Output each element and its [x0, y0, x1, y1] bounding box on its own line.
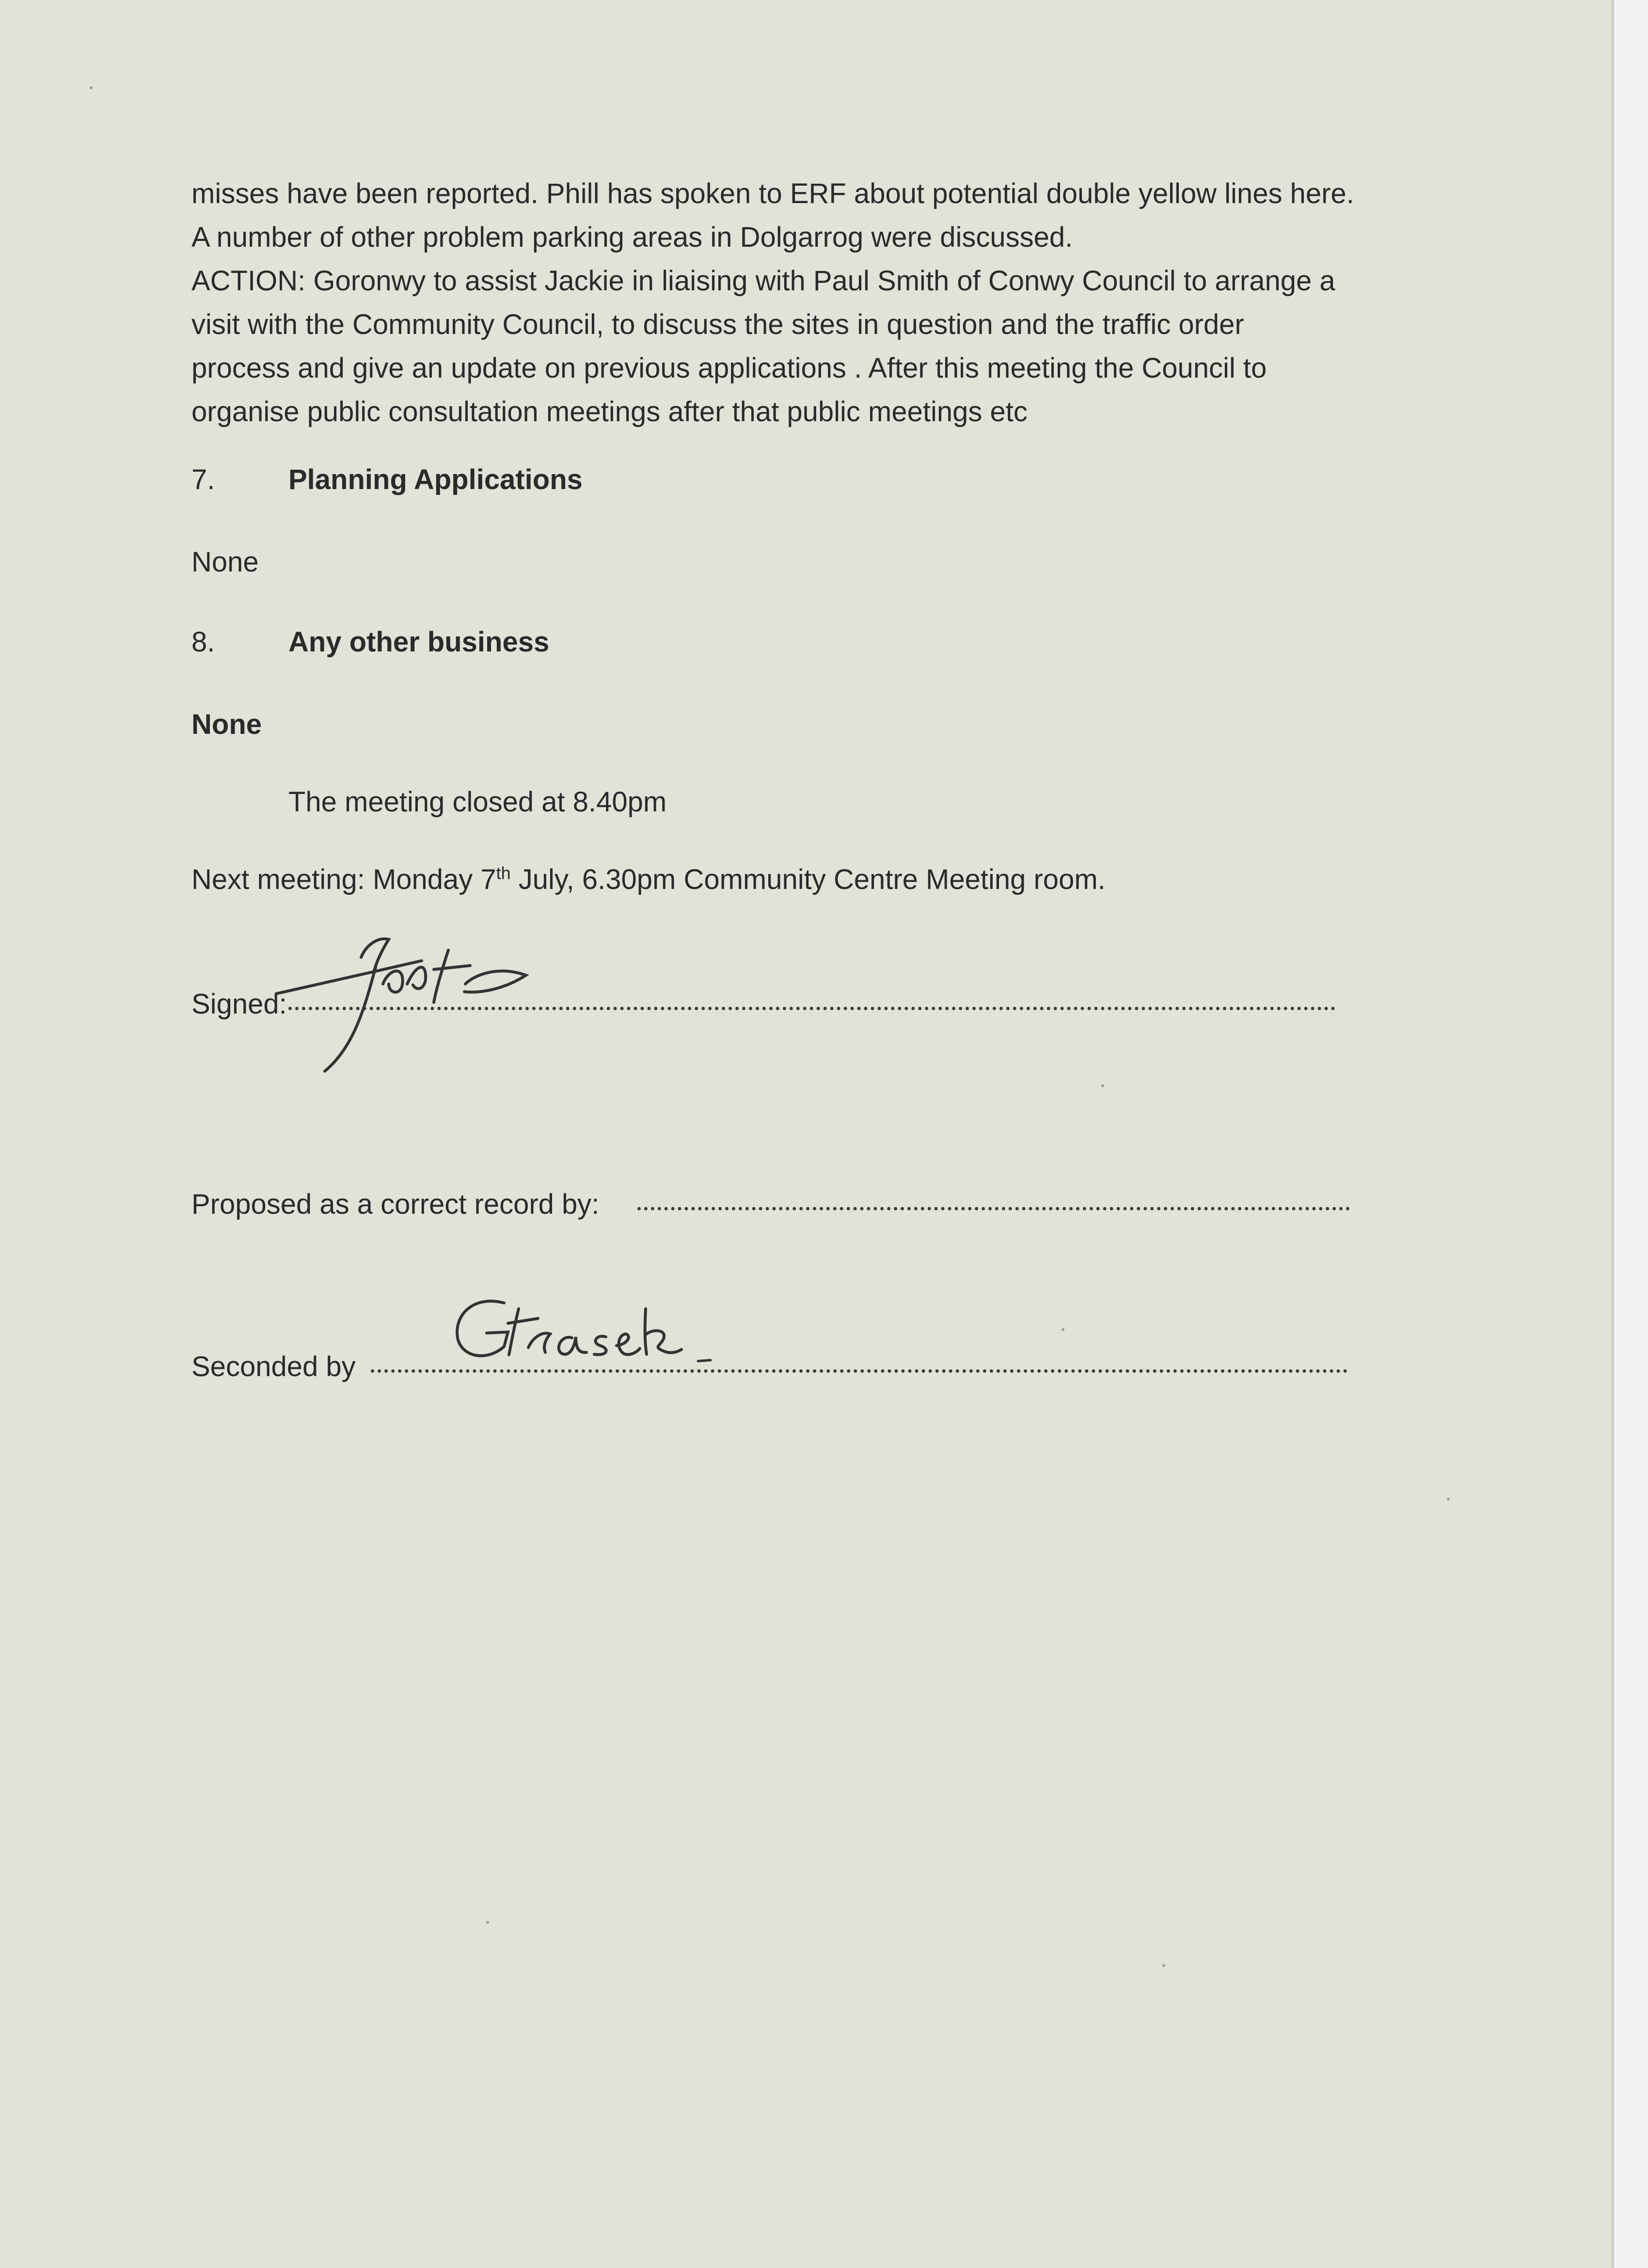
scan-speck [1101, 1084, 1104, 1087]
next-meeting-prefix: Next meeting: Monday 7 [191, 864, 496, 895]
paragraph-line: A number of other problem parking areas in Dolgarrog were discussed. [191, 222, 1073, 253]
seconded-label: Seconded by [191, 1351, 356, 1382]
section8-heading: Any other business [288, 626, 550, 658]
proposed-label: Proposed as a correct record by: [191, 1189, 600, 1220]
next-meeting-line [191, 863, 1106, 897]
signature-scrawl [262, 931, 572, 1076]
scan-speck [1062, 1328, 1064, 1331]
paragraph-line: misses have been reported. Phill has spoken to ERF about potential double yellow lines here. [191, 178, 1354, 209]
section8-body: None [191, 709, 262, 740]
seconded-signature [446, 1289, 727, 1377]
paragraph-line: organise public consultation meetings after that public meetings etc [191, 396, 1028, 428]
section7-body: None [191, 546, 259, 578]
scan-speck [1447, 1498, 1450, 1501]
next-meeting-suffix: July, 6.30pm Community Centre Meeting room. [510, 864, 1106, 895]
next-meeting-ordinal: th [496, 863, 511, 883]
paragraph-line: visit with the Community Council, to discuss the sites in question and the traffic order [191, 309, 1244, 340]
proposed-dotted-line [637, 1207, 1350, 1210]
meeting-closed-note: The meeting closed at 8.40pm [288, 786, 667, 818]
section7-number: 7. [191, 464, 215, 495]
section7-heading: Planning Applications [288, 464, 583, 495]
page-edge [1611, 0, 1614, 2268]
scan-speck [486, 1921, 489, 1924]
scan-speck [1162, 1964, 1165, 1967]
signed-label: Signed: [191, 988, 287, 1020]
section8-number: 8. [191, 626, 215, 658]
intro-paragraph [191, 172, 1500, 434]
scan-speck [90, 86, 93, 89]
paragraph-line: ACTION: Goronwy to assist Jackie in liaising with Paul Smith of Conwy Council to arrange a [191, 265, 1335, 297]
paragraph-line: process and give an update on previous applications . After this meeting the Council to [191, 352, 1267, 384]
